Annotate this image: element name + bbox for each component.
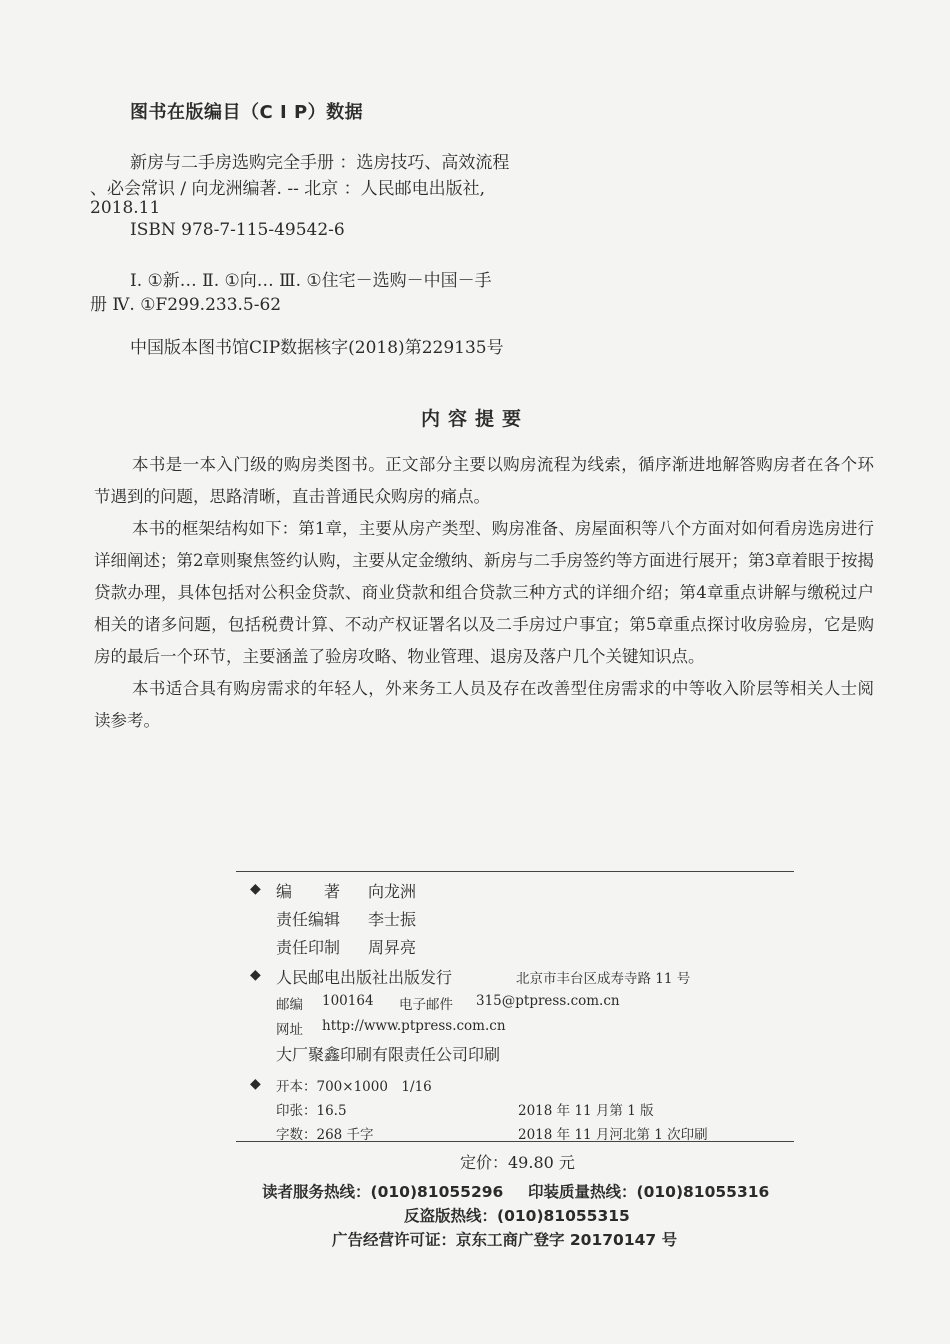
cip-isbn: ISBN 978-7-115-49542-6 — [130, 220, 345, 240]
author-label: 编 著 — [276, 882, 341, 901]
cip-title-line-cont: 、必会常识 / 向龙洲编著. -- 北京 ：人民邮电出版社, — [90, 179, 486, 199]
publisher-address: 北京市丰台区成寿寺路 11 号 — [516, 971, 691, 987]
email: 315@ptpress.com.cn — [476, 993, 620, 1009]
edition: 2018 年 11 月第 1 版 — [518, 1103, 654, 1119]
print-sheets: 印张：16.5 — [276, 1103, 347, 1119]
anti-piracy-hotline: 反盗版热线：(010)81055315 — [404, 1207, 630, 1225]
imprint-bottom-rule — [236, 1141, 794, 1142]
website-label: 网址 — [276, 1022, 303, 1038]
author-name: 向龙洲 — [368, 882, 417, 901]
word-count: 字数：268 千字 — [276, 1127, 374, 1143]
cip-date: 2018.11 — [90, 198, 161, 218]
summary-body — [94, 449, 874, 737]
summary-paragraph: 本书适合具有购房需求的年轻人，外来务工人员及存在改善型住房需求的中等收入阶层等相关人士阅读参考。 — [94, 679, 874, 730]
bullet-icon: ◆ — [250, 967, 261, 983]
bullet-icon: ◆ — [250, 881, 261, 897]
print-supervisor-name: 周昇亮 — [368, 938, 417, 957]
editor-name: 李士振 — [368, 910, 417, 929]
book-format: 开本：700×1000 1/16 — [276, 1079, 432, 1095]
imprint-top-rule — [236, 871, 794, 872]
summary-paragraph: 本书是一本入门级的购房类图书。正文部分主要以购房流程为线索，循序渐进地解答购房者在各个环节遇到的问题，思路清晰，直击普通民众购房的痛点。 — [94, 455, 874, 506]
cip-classification: Ⅰ. ①新… Ⅱ. ①向… Ⅲ. ①住宅－选购－中国－手 — [130, 271, 492, 291]
printer: 大厂聚鑫印刷有限责任公司印刷 — [276, 1045, 501, 1064]
cip-classification-cont: 册 Ⅳ. ①F299.233.5-62 — [90, 295, 282, 315]
cip-title-line: 新房与二手房选购完全手册 ：选房技巧、高效流程 — [130, 153, 510, 173]
postcode-label: 邮编 — [276, 997, 303, 1013]
quality-hotline: 印装质量热线：(010)81055316 — [528, 1183, 770, 1201]
print-supervisor-label: 责任印制 — [276, 938, 341, 957]
cip-heading: 图书在版编目（C I P）数据 — [130, 102, 364, 123]
reader-hotline: 读者服务热线：(010)81055296 — [262, 1183, 504, 1201]
ad-license: 广告经营许可证：京东工商广登字 20170147 号 — [332, 1231, 678, 1249]
price: 定价：49.80 元 — [460, 1153, 575, 1172]
cip-record-number: 中国版本图书馆CIP数据核字(2018)第229135号 — [130, 338, 504, 358]
postcode: 100164 — [322, 993, 374, 1009]
bullet-icon: ◆ — [250, 1076, 261, 1092]
summary-title: 内容提要 — [420, 408, 529, 430]
email-label: 电子邮件 — [399, 997, 453, 1013]
publisher: 人民邮电出版社出版发行 — [276, 968, 453, 987]
printing: 2018 年 11 月河北第 1 次印刷 — [518, 1127, 708, 1143]
summary-paragraph: 本书的框架结构如下：第1章，主要从房产类型、购房准备、房屋面积等八个方面对如何看房选房进行详细阐述；第2章则聚焦签约认购，主要从定金缴纳、新房与二手房签约等方面进行展开；第3章着眼于按揭贷款办理，具体包括对公积金贷款、商业贷款和组合贷款三种方式的详细介绍；第4章重点讲解与缴税过户相关的诸多问题，包括税费计算、不动产权证署名以及二手房过户事宜；第5章重点探讨收房验房，它是购房的最后一个环节，主要涵盖了验房攻略、物业管理、退房及落户几个关键知识点。 — [94, 519, 874, 666]
editor-label: 责任编辑 — [276, 910, 341, 929]
website: http://www.ptpress.com.cn — [322, 1018, 506, 1034]
